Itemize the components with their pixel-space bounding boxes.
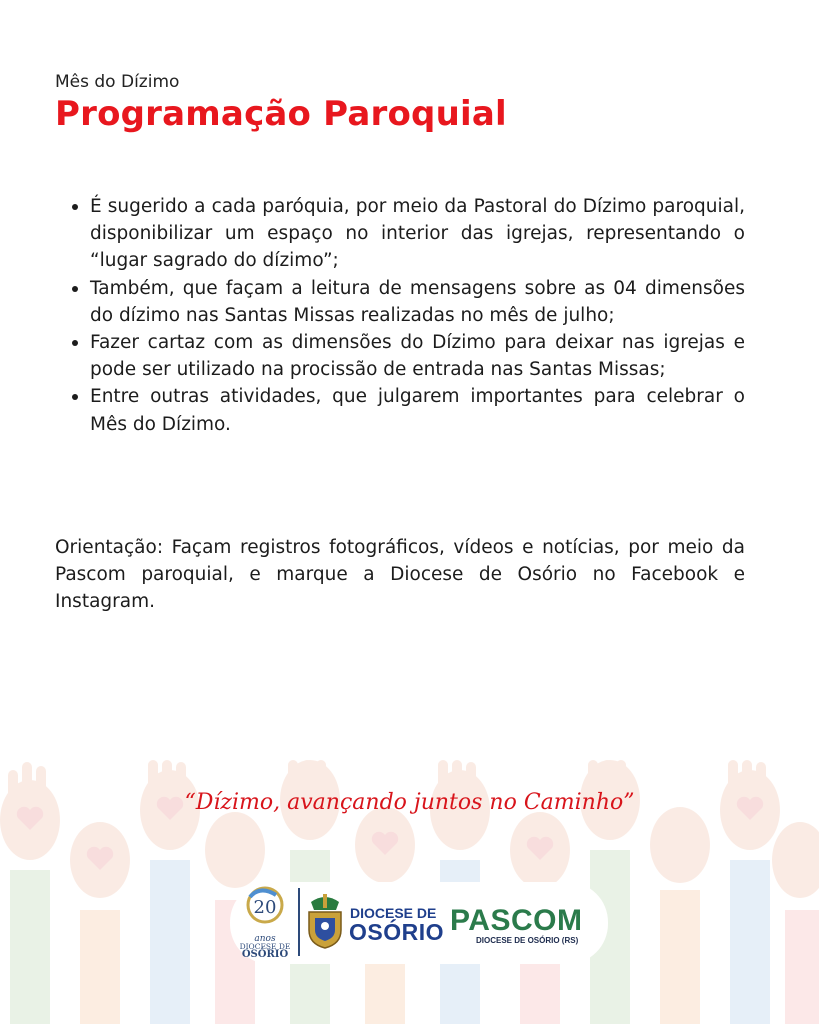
list-item: Entre outras atividades, que julgarem importantes para celebrar o Mês do Dízimo. (55, 383, 745, 437)
suggestion-list (55, 193, 745, 438)
page-subtitle: Mês do Dízimo (55, 72, 180, 92)
anos-word: anos (254, 934, 276, 944)
pascom-logo-subtitle: DIOCESE DE OSÓRIO (RS) (476, 936, 579, 945)
page-title: Programação Paroquial (55, 94, 507, 134)
slogan-text: “Dízimo, avançando juntos no Caminho” (184, 790, 635, 815)
anos-number: 20 (253, 897, 277, 918)
logo-divider (298, 888, 300, 956)
list-item: Fazer cartaz com as dimensões do Dízimo para deixar nas igrejas e pode ser utilizado na procissão de entrada nas Santas Missas; (55, 329, 745, 383)
orientation-paragraph: Orientação: Façam registros fotográficos, vídeos e notícias, por meio da Pascom paroquial, e marque a Diocese de Osório no Facebook e Instagram. (55, 537, 745, 613)
diocese-name-line1: DIOCESE DE (350, 905, 437, 921)
pascom-logo-word: PASCOM (450, 904, 583, 937)
list-item: É sugerido a cada paróquia, por meio da Pastoral do Dízimo paroquial, disponibilizar um espaço no interior das igrejas, representando o “lugar sagrado do dízimo”; (55, 193, 745, 275)
anos-line1: DIOCESE DE (239, 942, 291, 951)
anos-line2: OSÓRIO (241, 949, 289, 960)
diocese-name-line2: OSÓRIO (349, 919, 445, 945)
list-item: Também, que façam a leitura de mensagens sobre as 04 dimensões do dízimo nas Santas Missas realizadas no mês de julho; (55, 275, 745, 329)
anos-logo-text (236, 935, 294, 959)
diocese-crest-icon (303, 894, 347, 950)
